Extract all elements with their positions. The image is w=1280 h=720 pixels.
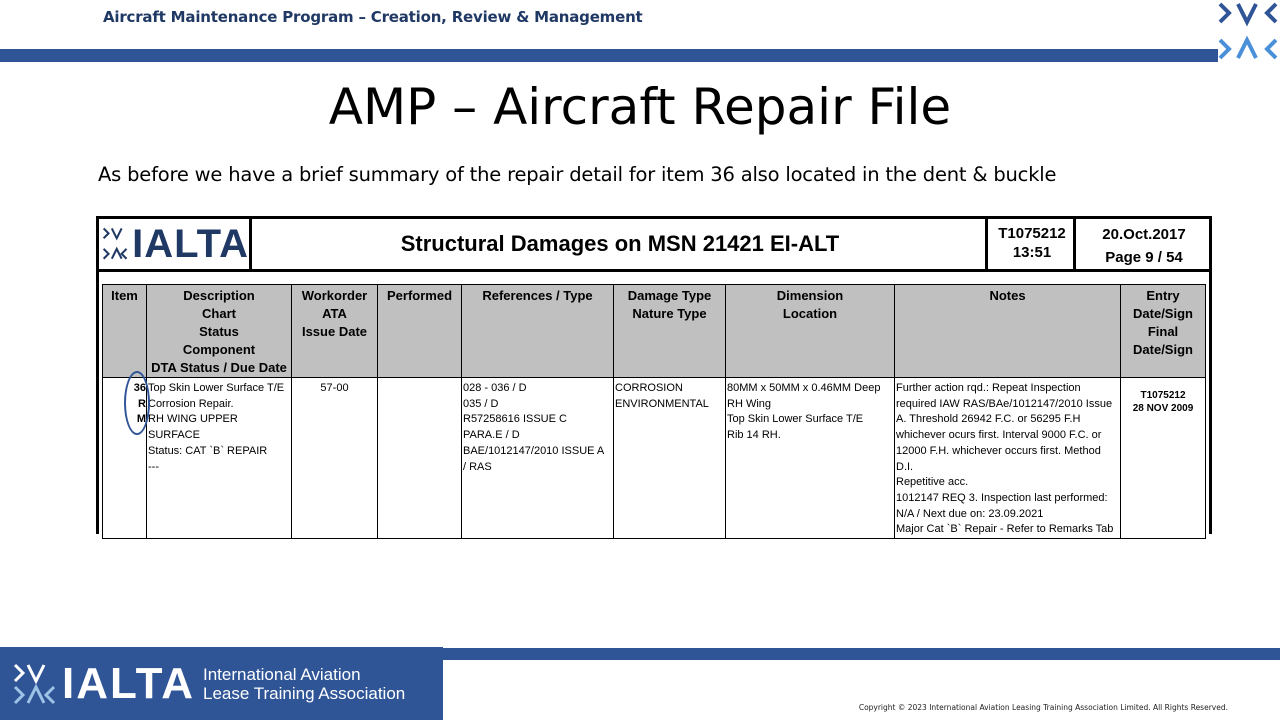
table-row <box>103 378 1206 539</box>
slide-subtitle: As before we have a brief summary of the repair detail for item 36 also located in the dent & buckle <box>98 163 1057 186</box>
document-logo <box>99 219 252 269</box>
structural-damage-table <box>102 284 1206 539</box>
item-cell: 36 R M <box>103 378 147 539</box>
document-date-cell <box>1079 219 1209 269</box>
document-logo-text: IALTA <box>132 221 249 266</box>
column-header-line: References / Type <box>482 288 593 303</box>
item-highlight-circle <box>124 371 150 435</box>
column-header-line: Issue Date <box>301 324 368 339</box>
ialta-chevron-icon <box>12 662 56 706</box>
footer-logo-text: IALTA <box>62 658 195 708</box>
column-header-line: Date/Sign <box>1133 342 1193 357</box>
doc-border <box>96 269 1212 272</box>
column-header-line: Status <box>199 324 239 339</box>
document-code-cell <box>991 219 1076 269</box>
references-cell: 028 - 036 / D 035 / D R57258616 ISSUE C PARA.E / D BAE/1012147/2010 ISSUE A / RAS <box>462 378 614 539</box>
column-header-line: Item <box>111 288 138 303</box>
footer-band <box>443 648 1280 660</box>
column-header <box>462 285 614 378</box>
description-cell: Top Skin Lower Surface T/E Corrosion Repair. RH WING UPPER SURFACE Status: CAT `B` REPAIR --- <box>147 378 292 539</box>
document-code: T1075212 <box>998 225 1066 242</box>
repair-file-document <box>96 216 1212 534</box>
deck-header-title: Aircraft Maintenance Program – Creation, Review & Management <box>103 8 643 26</box>
table-header-row <box>103 285 1206 378</box>
column-header-line: Location <box>782 306 838 321</box>
column-header <box>147 285 292 378</box>
column-header-line: DTA Status / Due Date <box>151 360 287 375</box>
column-header <box>895 285 1121 378</box>
performed-cell <box>378 378 462 539</box>
slide-title: AMP – Aircraft Repair File <box>328 78 952 136</box>
column-header-line: Workorder <box>301 288 368 303</box>
entry-cell: T1075212 28 NOV 2009 <box>1121 378 1206 539</box>
column-header-line: Dimension <box>776 288 844 303</box>
copyright-text: Copyright © 2023 International Aviation Leasing Training Association Limited. All Rights Reserved. <box>858 703 1228 712</box>
column-header-line: Description <box>183 288 255 303</box>
footer-org-line2: Lease Training Association <box>203 683 406 703</box>
column-header-line: Nature Type <box>632 306 707 321</box>
ialta-chevron-logo-icon <box>1216 0 1280 62</box>
document-title: Structural Damages on MSN 21421 EI-ALT <box>255 219 988 269</box>
footer-org-name <box>203 665 405 703</box>
column-header <box>103 285 147 378</box>
footer-logo <box>0 647 443 720</box>
column-header <box>726 285 895 378</box>
column-header-line: Date/Sign <box>1133 306 1193 321</box>
column-header <box>614 285 726 378</box>
workorder-cell: 57-00 <box>292 378 378 539</box>
column-header-line: ATA <box>322 306 347 321</box>
column-header-line: Chart <box>202 306 236 321</box>
dimension-cell: 80MM x 50MM x 0.46MM Deep RH Wing Top Skin Lower Surface T/E Rib 14 RH. <box>726 378 895 539</box>
column-header-line: Damage Type <box>627 288 712 303</box>
document-page: Page 9 / 54 <box>1105 249 1183 266</box>
column-header <box>1121 285 1206 378</box>
ialta-chevron-icon <box>102 222 128 266</box>
column-header-line: Performed <box>386 288 453 303</box>
column-header-line: Entry <box>1146 288 1180 303</box>
damage-type-cell: CORROSION ENVIRONMENTAL <box>614 378 726 539</box>
document-time: 13:51 <box>1012 244 1052 261</box>
column-header <box>378 285 462 378</box>
header-band <box>0 49 1218 62</box>
column-header-line: Final <box>1147 324 1179 339</box>
document-date: 20.Oct.2017 <box>1102 226 1186 243</box>
document-header <box>96 216 1212 272</box>
column-header-line: Component <box>182 342 256 357</box>
column-header <box>292 285 378 378</box>
column-header-line: Notes <box>989 288 1026 303</box>
notes-cell: Further action rqd.: Repeat Inspection required IAW RAS/BAe/1012147/2010 Issue A. Threshold 26942 F.C. or 56295 F.H whichever ocurs first. Interval 9000 F.C. or 12000 F.H. whichever occurs first. Method D.I. Repetitive acc. 1012147 REQ 3. Inspection last performed: N/A / Next due on: 23.09.2021 Major Cat `B` Repair - Refer to Remarks Tab <box>895 378 1121 539</box>
footer-org-line1: International Aviation <box>203 664 361 684</box>
